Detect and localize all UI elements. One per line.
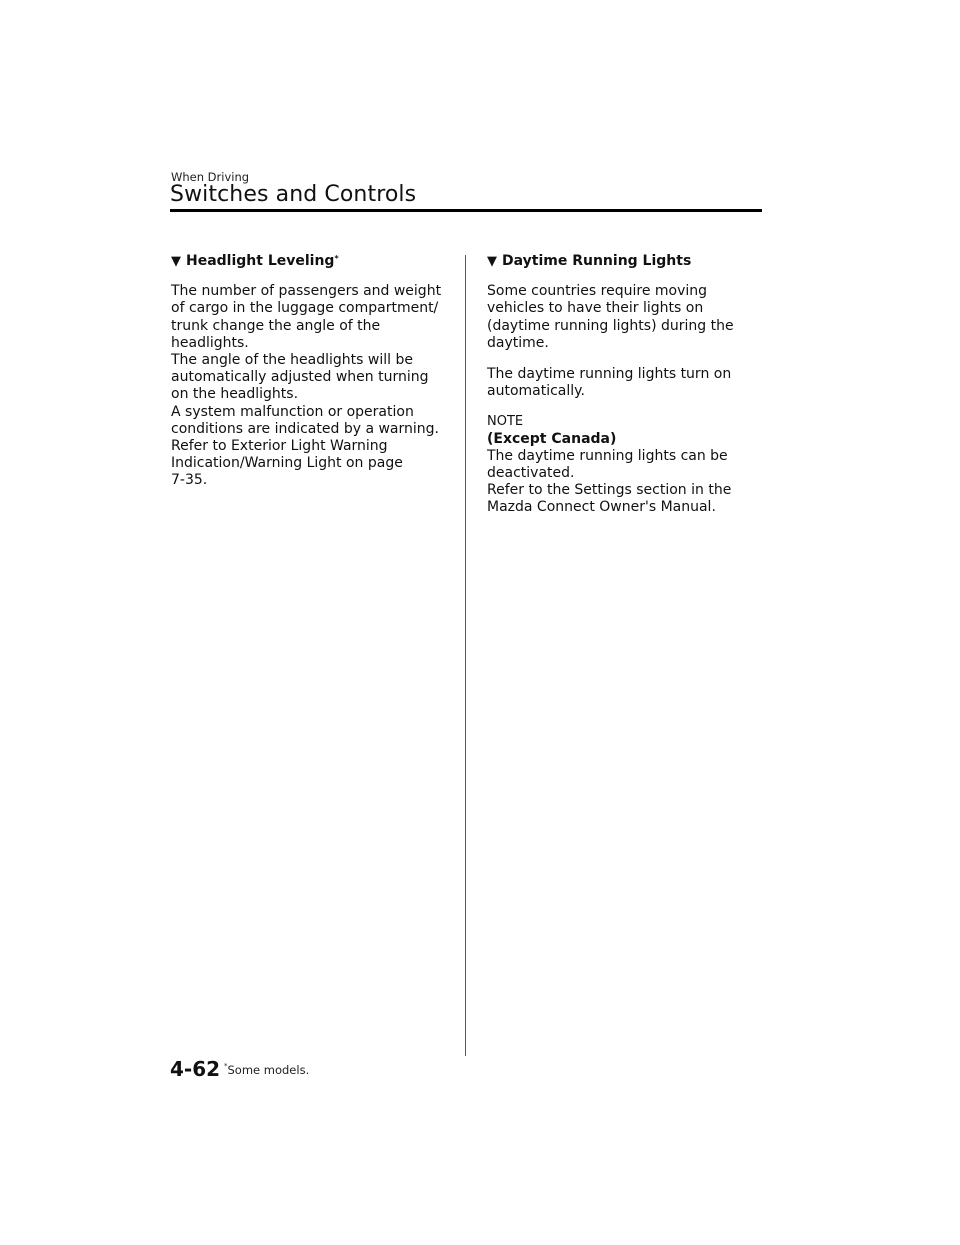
footnote-asterisk: * [224,1062,228,1070]
drl-paragraph-1: Some countries require moving vehicles to have their lights on (daytime running lights) during the daytime. [487,283,734,351]
page-title: Switches and Controls [170,182,417,207]
note-subheading: (Except Canada) [487,430,617,447]
footnote [224,1063,309,1077]
footnote-text: Some models. [227,1063,310,1077]
left-column [171,253,451,490]
headlight-leveling-body: The number of passengers and weight of cargo in the luggage compartment/ trunk change the angle of the headlights. The angle of the headlights will be automatically adjusted when turning on the headlights. A system malfunction or operation conditions are indicated by a warning. Refer to Exterior Light Warning Indication/Warning Light on page 7-35. [171,283,442,489]
title-rule [170,209,762,212]
section-heading-headlight-leveling [171,253,451,270]
triangle-down-icon: ▼ [487,254,497,269]
note-body: The daytime running lights can be deactivated. Refer to the Settings section in the Mazda Connect Owner's Manual. [487,447,732,516]
drl-paragraph-2: The daytime running lights turn on automatically. [487,366,732,400]
page-number: 4-62 [170,1057,221,1081]
column-divider [465,255,466,1056]
asterisk-marker: * [334,254,339,263]
section-label: When Driving [171,170,250,184]
right-column [487,253,767,517]
note-label: NOTE [487,414,524,430]
section-heading-daytime-running-lights [487,253,767,270]
heading-text: Headlight Leveling* [186,253,339,269]
heading-text: Daytime Running Lights [502,253,692,269]
triangle-down-icon: ▼ [171,254,181,269]
